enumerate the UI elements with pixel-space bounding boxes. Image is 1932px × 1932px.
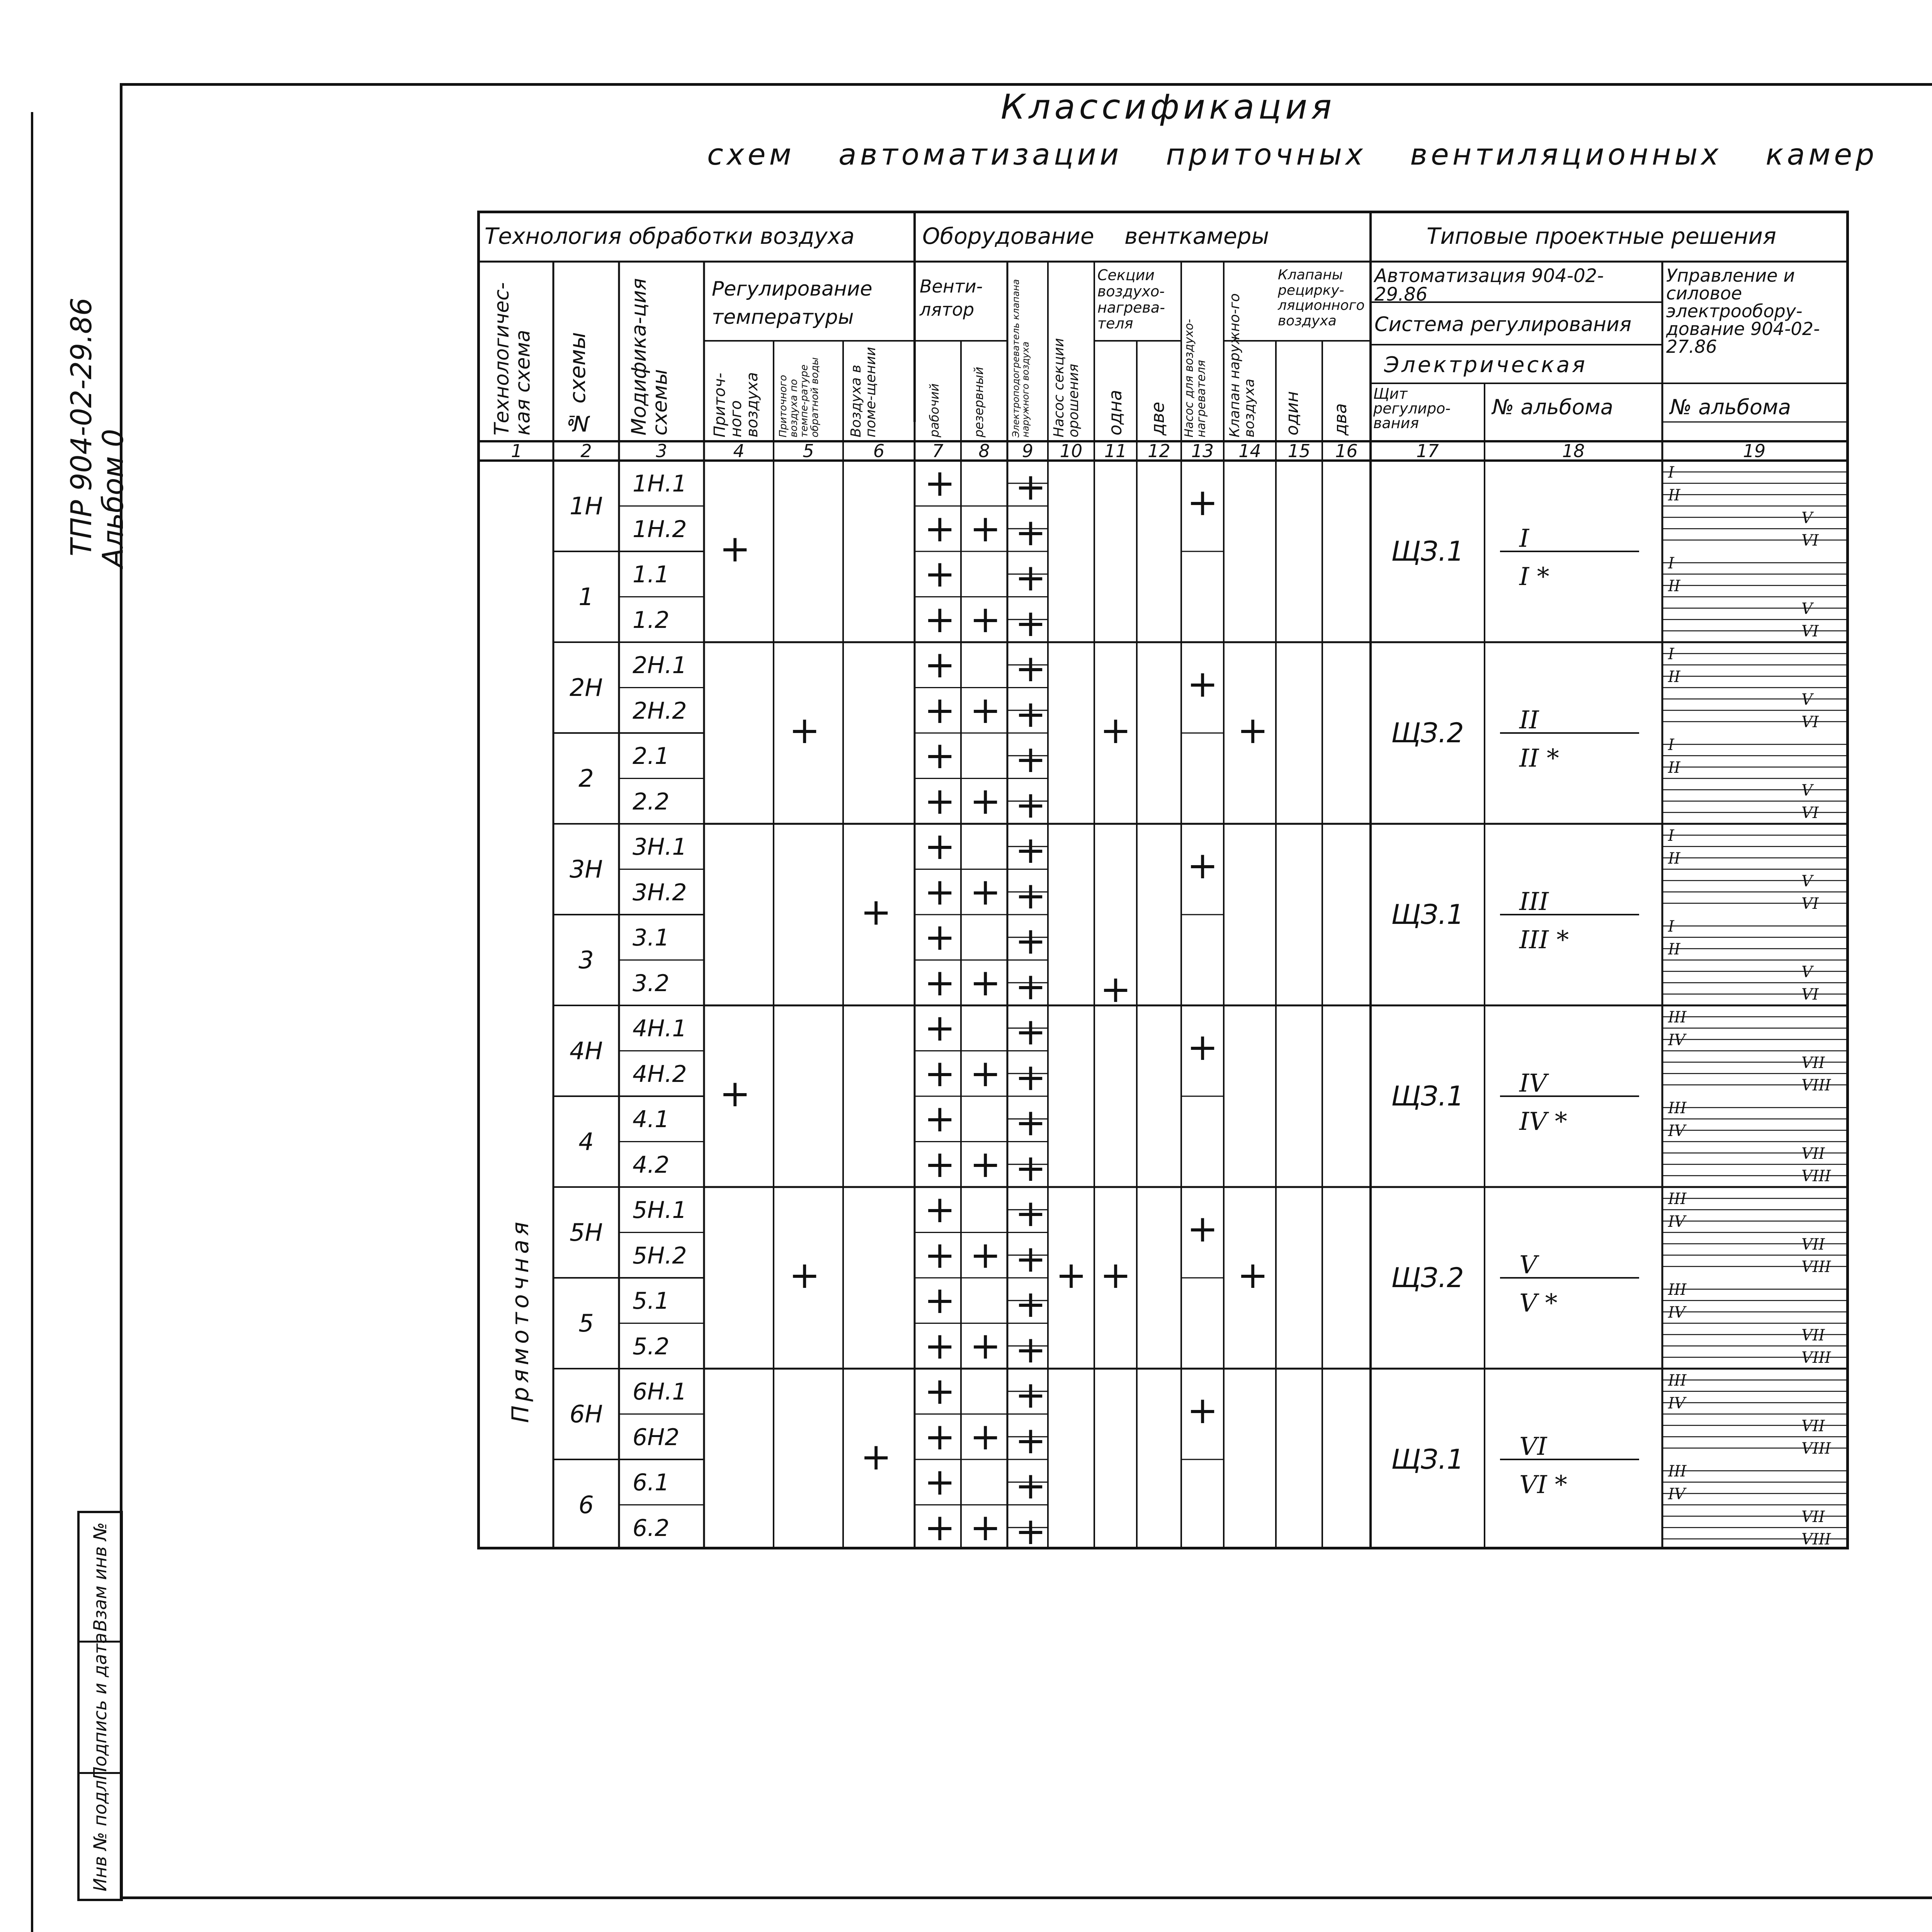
scheme-number: 2Н: [569, 673, 603, 702]
plus-mark-fan-work: +: [924, 1505, 956, 1549]
power-album: IV: [1668, 1303, 1685, 1321]
regulation-panel: ЩЗ.1: [1391, 1080, 1464, 1112]
modification: 6Н2: [633, 1423, 680, 1451]
plus-mark-fan-reserve: +: [970, 1142, 1001, 1186]
plus-mark-fan-work: +: [924, 461, 956, 505]
album-number: III: [1519, 887, 1549, 916]
plus-mark-one-section: +: [1100, 1253, 1131, 1297]
power-album: VII: [1801, 1054, 1825, 1072]
header-valve-group: Клапаны рецирку-ляционного воздуха: [1278, 267, 1365, 329]
plus-mark-heater: +: [1015, 919, 1046, 963]
modification: 5Н.1: [633, 1197, 687, 1224]
plus-mark-fan-work: +: [924, 1233, 956, 1277]
modification: 5.1: [633, 1287, 670, 1315]
plus-mark-pump: +: [1187, 1389, 1218, 1432]
modification: 3Н.2: [633, 879, 687, 906]
modification: 4.2: [633, 1151, 670, 1179]
power-album: VI: [1801, 804, 1819, 822]
power-album: III: [1668, 1281, 1687, 1299]
plus-mark-heater: +: [1015, 1509, 1046, 1553]
power-album: VII: [1801, 1508, 1825, 1526]
plus-mark-fan-reserve: +: [970, 870, 1001, 913]
stamp-cell-orig: Инв № подл: [90, 1780, 111, 1892]
modification: 1.2: [633, 606, 670, 634]
modification: 3.1: [633, 924, 670, 951]
column-number: 18: [1562, 440, 1585, 461]
album-number: IV: [1519, 1069, 1547, 1098]
plus-mark-heater: +: [1015, 874, 1046, 917]
scheme-number: 5: [578, 1309, 594, 1337]
scheme-number: 4Н: [569, 1037, 603, 1065]
plus-mark-heater: +: [1015, 465, 1046, 509]
album-number: VI: [1519, 1432, 1547, 1461]
header-c12: две: [1147, 401, 1168, 435]
column-number: 12: [1148, 440, 1170, 461]
plus-mark-temp: +: [861, 1435, 892, 1478]
column-number: 1: [511, 440, 522, 461]
plus-mark-heater: +: [1015, 1101, 1046, 1144]
power-album: III: [1668, 1463, 1687, 1480]
power-album: II: [1668, 759, 1680, 777]
column-number: 17: [1416, 440, 1439, 461]
title-line1: Классификация: [1001, 87, 1336, 127]
column-number: 5: [803, 440, 814, 461]
album-number-star: II *: [1519, 744, 1559, 773]
header-c19: № альбома: [1670, 395, 1791, 419]
power-album: IV: [1668, 1213, 1685, 1231]
power-album: II: [1668, 486, 1680, 504]
album-number-star: III *: [1519, 926, 1569, 955]
plus-mark-heater: +: [1015, 1010, 1046, 1053]
regulation-panel: ЩЗ.1: [1391, 899, 1464, 930]
plus-mark-heater: +: [1015, 964, 1046, 1008]
power-album: VII: [1801, 1326, 1825, 1344]
modification: 5Н.2: [633, 1242, 687, 1269]
modification: 6.2: [633, 1514, 670, 1542]
modification: 1Н.1: [633, 470, 687, 497]
power-album: V: [1801, 781, 1813, 799]
header-c18: № альбома: [1492, 395, 1613, 419]
plus-mark-fan-work: +: [924, 1324, 956, 1367]
header-c9: Электроподогреватель клапана наружного воздуха: [1010, 279, 1031, 437]
column-number: 8: [978, 440, 990, 461]
scheme-number: 2: [578, 764, 594, 793]
modification: 1.1: [633, 561, 670, 588]
power-album: VI: [1801, 532, 1819, 550]
plus-mark-heater: +: [1015, 510, 1046, 554]
power-album: VII: [1801, 1235, 1825, 1253]
plus-mark-fan-work: +: [924, 597, 956, 641]
plus-mark-fan-work: +: [924, 552, 956, 595]
plus-mark-pump: +: [1187, 1026, 1218, 1069]
plus-mark-fan-work: +: [924, 688, 956, 732]
power-album: V: [1801, 690, 1813, 709]
plus-mark-fan-work: +: [924, 1142, 956, 1186]
header-c2: № схемы: [565, 332, 590, 435]
plus-mark-heater: +: [1015, 1418, 1046, 1462]
modification: 1Н.2: [633, 515, 687, 543]
album-number-star: IV *: [1519, 1107, 1567, 1136]
plus-mark-fan-work: +: [924, 643, 956, 686]
power-album: V: [1801, 963, 1813, 981]
power-album: I: [1668, 645, 1674, 663]
scheme-number: 3: [578, 946, 594, 974]
header-elec-group: Электрическая: [1384, 352, 1587, 378]
album-number-star: V *: [1519, 1289, 1558, 1318]
album-number-star: I *: [1519, 563, 1549, 592]
column-number: 4: [733, 440, 745, 461]
header-c6: Воздуха в поме-щении: [848, 347, 879, 437]
scheme-number: 3Н: [569, 855, 603, 883]
power-album: VII: [1801, 1417, 1825, 1435]
power-album: VIII: [1801, 1167, 1831, 1185]
plus-mark-heater: +: [1015, 1328, 1046, 1371]
stamp-column: [77, 1511, 123, 1901]
power-album: II: [1668, 668, 1680, 686]
plus-mark-heater: +: [1015, 783, 1046, 827]
plus-mark-fan-work: +: [924, 1051, 956, 1095]
plus-mark-fan-work: +: [924, 961, 956, 1004]
modification: 2.2: [633, 788, 670, 815]
scheme-number: 6: [578, 1491, 594, 1519]
header-c4: Приточ-ного воздуха: [711, 372, 761, 437]
plus-mark-fan-work: +: [924, 1415, 956, 1458]
title-line2: схем автоматизации приточных вентиляционных камер: [707, 137, 1878, 172]
album-number: V: [1519, 1250, 1537, 1279]
plus-mark-heater: +: [1015, 692, 1046, 736]
plus-mark-pump: +: [1187, 844, 1218, 887]
header-c13: Насос для воздухо-нагревателя: [1182, 319, 1208, 437]
power-album: II: [1668, 577, 1680, 595]
plus-mark-outdoor-valve: +: [1237, 1253, 1269, 1297]
plus-mark-temp: +: [719, 527, 751, 570]
power-album: II: [1668, 940, 1680, 958]
column-number: 10: [1060, 440, 1083, 461]
plus-mark-fan-work: +: [924, 1369, 956, 1413]
modification: 2Н.2: [633, 697, 687, 724]
column-number: 19: [1743, 440, 1766, 461]
modification: 4Н.2: [633, 1060, 687, 1088]
power-album: IV: [1668, 1394, 1685, 1412]
left-edge-line: [31, 112, 33, 1932]
header-c11: одна: [1105, 389, 1126, 435]
group-equip: Оборудование венткамеры: [922, 223, 1269, 249]
power-album: VII: [1801, 1145, 1825, 1163]
plus-mark-heater: +: [1015, 1282, 1046, 1326]
header-c10: Насос секции орошения: [1051, 338, 1082, 437]
power-album: I: [1668, 554, 1674, 572]
modification: 2Н.1: [633, 652, 687, 679]
power-album: VIII: [1801, 1258, 1831, 1276]
group-typical: Типовые проектные решения: [1427, 223, 1776, 249]
plus-mark-fan-work: +: [924, 779, 956, 823]
plus-mark-heater: +: [1015, 828, 1046, 872]
plus-mark-heater: +: [1015, 738, 1046, 781]
plus-mark-temp: +: [789, 1253, 820, 1297]
plus-mark-temp: +: [789, 709, 820, 752]
modification: 3Н.1: [633, 833, 687, 861]
plus-mark-fan-reserve: +: [970, 1233, 1001, 1277]
plus-mark-heater: +: [1015, 1192, 1046, 1235]
modification: 4.1: [633, 1106, 670, 1133]
group-tech: Технология обработки воздуха: [485, 223, 855, 249]
plus-mark-temp: +: [719, 1072, 751, 1115]
power-album: VI: [1801, 986, 1819, 1004]
modification: 2.1: [633, 743, 670, 770]
plus-mark-heater: +: [1015, 1373, 1046, 1417]
plus-mark-pump: +: [1187, 481, 1218, 524]
modification: 3.2: [633, 969, 670, 997]
plus-mark-fan-work: +: [924, 870, 956, 913]
header-c1: Технологичес-кая схема: [490, 282, 535, 435]
header-c7: рабочий: [927, 383, 942, 437]
plus-mark-heater: +: [1015, 556, 1046, 599]
plus-mark-pump: +: [1187, 662, 1218, 706]
plus-mark-fan-work: +: [924, 1279, 956, 1322]
power-album: VIII: [1801, 1077, 1831, 1095]
scheme-number: 1Н: [569, 492, 603, 520]
plus-mark-heater: +: [1015, 601, 1046, 645]
plus-mark-fan-reserve: +: [970, 597, 1001, 641]
album-number-star: VI *: [1519, 1471, 1567, 1500]
header-c15: один: [1282, 391, 1302, 435]
modification: 6Н.1: [633, 1378, 687, 1405]
plus-mark-fan-reserve: +: [970, 1415, 1001, 1458]
column-number: 3: [656, 440, 667, 461]
plus-mark-fan-reserve: +: [970, 688, 1001, 732]
scheme-number: 6Н: [569, 1400, 603, 1428]
album-number: I: [1519, 524, 1529, 553]
plus-mark-fan-work: +: [924, 1097, 956, 1140]
plus-mark-heater: +: [1015, 647, 1046, 690]
power-album: VIII: [1801, 1531, 1831, 1549]
tech-scheme-label: Прямоточная: [507, 1218, 534, 1423]
power-album: II: [1668, 849, 1680, 867]
plus-mark-one-section: +: [1100, 709, 1131, 752]
column-number: 13: [1191, 440, 1214, 461]
plus-mark-fan-reserve: +: [970, 507, 1001, 550]
header-temp-group: Регулирование температуры: [712, 277, 872, 329]
power-album: V: [1801, 872, 1813, 890]
column-number: 9: [1022, 440, 1034, 461]
power-album: VIII: [1801, 1440, 1831, 1458]
header-c5: Приточного воздуха по темпе-ратуре обратной воды: [777, 357, 821, 437]
plus-mark-heater: +: [1015, 1464, 1046, 1507]
stamp-cell-sign: Подпись и дата: [80, 1641, 121, 1774]
header-power-group: Управление и силовое электрообору-дование 904-02-27.86: [1666, 265, 1820, 357]
power-album: V: [1801, 600, 1813, 618]
stamp-cell-inv: Взам инв №: [80, 1513, 121, 1643]
regulation-panel: ЩЗ.2: [1391, 1262, 1464, 1294]
scheme-number: 5Н: [569, 1218, 603, 1247]
modification: 6.1: [633, 1469, 670, 1496]
power-album: I: [1668, 464, 1674, 481]
power-album: III: [1668, 1099, 1687, 1117]
regulation-panel: ЩЗ.1: [1391, 1444, 1464, 1475]
power-album: VI: [1801, 713, 1819, 731]
plus-mark-fan-reserve: +: [970, 1051, 1001, 1095]
modification: 5.2: [633, 1333, 670, 1360]
plus-mark-spray-pump: +: [1056, 1253, 1087, 1297]
plus-mark-fan-work: +: [924, 915, 956, 959]
power-album: I: [1668, 736, 1674, 754]
plus-mark-heater: +: [1015, 1055, 1046, 1099]
column-number: 2: [580, 440, 592, 461]
album-number: II: [1519, 706, 1539, 735]
plus-mark-temp: +: [861, 890, 892, 934]
column-number: 6: [873, 440, 885, 461]
header-c8: резервный: [971, 367, 986, 437]
header-c17: Щит регулиро-вания: [1373, 385, 1451, 432]
plus-mark-fan-reserve: +: [970, 1324, 1001, 1367]
header-fan-group: Венти-лятор: [920, 276, 983, 320]
power-album: I: [1668, 827, 1674, 845]
power-album: VI: [1801, 622, 1819, 641]
power-album: VIII: [1801, 1349, 1831, 1367]
regulation-panel: ЩЗ.2: [1391, 717, 1464, 749]
column-number: 7: [932, 440, 944, 461]
plus-mark-pump: +: [1187, 1207, 1218, 1250]
header-c16: два: [1331, 403, 1350, 435]
plus-mark-fan-work: +: [924, 1006, 956, 1049]
header-heat-group: Секции воздухо-нагрева-теля: [1097, 267, 1165, 332]
header-auto-group: Автоматизация 904-02-29.86: [1374, 265, 1604, 305]
column-number: 11: [1104, 440, 1127, 461]
power-album: I: [1668, 918, 1674, 935]
plus-mark-fan-reserve: +: [970, 961, 1001, 1004]
plus-mark-outdoor-valve: +: [1237, 709, 1269, 752]
column-number: 16: [1335, 440, 1358, 461]
plus-mark-fan-work: +: [924, 734, 956, 777]
side-doc-code: ТПР 904-02-29.86: [65, 298, 98, 556]
plus-mark-fan-work: +: [924, 1188, 956, 1231]
scheme-number: 4: [578, 1128, 594, 1156]
regulation-panel: ЩЗ.1: [1391, 536, 1464, 567]
plus-mark-fan-reserve: +: [970, 779, 1001, 823]
power-album: VI: [1801, 895, 1819, 913]
power-album: IV: [1668, 1122, 1685, 1140]
header-c14: Клапан наружно-го воздуха: [1227, 293, 1257, 437]
plus-mark-fan-reserve: +: [970, 1505, 1001, 1549]
modification: 4Н.1: [633, 1015, 687, 1042]
plus-mark-one-section: +: [1100, 968, 1131, 1011]
side-album: Альбом 0: [97, 429, 130, 568]
column-number: 14: [1238, 440, 1261, 461]
power-album: V: [1801, 509, 1813, 527]
plus-mark-heater: +: [1015, 1146, 1046, 1190]
header-reg-group: Система регулирования: [1374, 313, 1632, 336]
header-c3: Модифика-ция схемы: [628, 278, 672, 435]
scheme-number: 1: [578, 583, 594, 611]
classification-table: [477, 211, 1849, 1553]
plus-mark-fan-work: +: [924, 825, 956, 868]
plus-mark-heater: +: [1015, 1237, 1046, 1281]
power-album: III: [1668, 1372, 1687, 1389]
plus-mark-fan-work: +: [924, 1460, 956, 1503]
power-album: IV: [1668, 1485, 1685, 1503]
power-album: III: [1668, 1190, 1687, 1208]
plus-mark-fan-work: +: [924, 507, 956, 550]
power-album: III: [1668, 1009, 1687, 1026]
power-album: IV: [1668, 1031, 1685, 1049]
column-number: 15: [1287, 440, 1311, 461]
